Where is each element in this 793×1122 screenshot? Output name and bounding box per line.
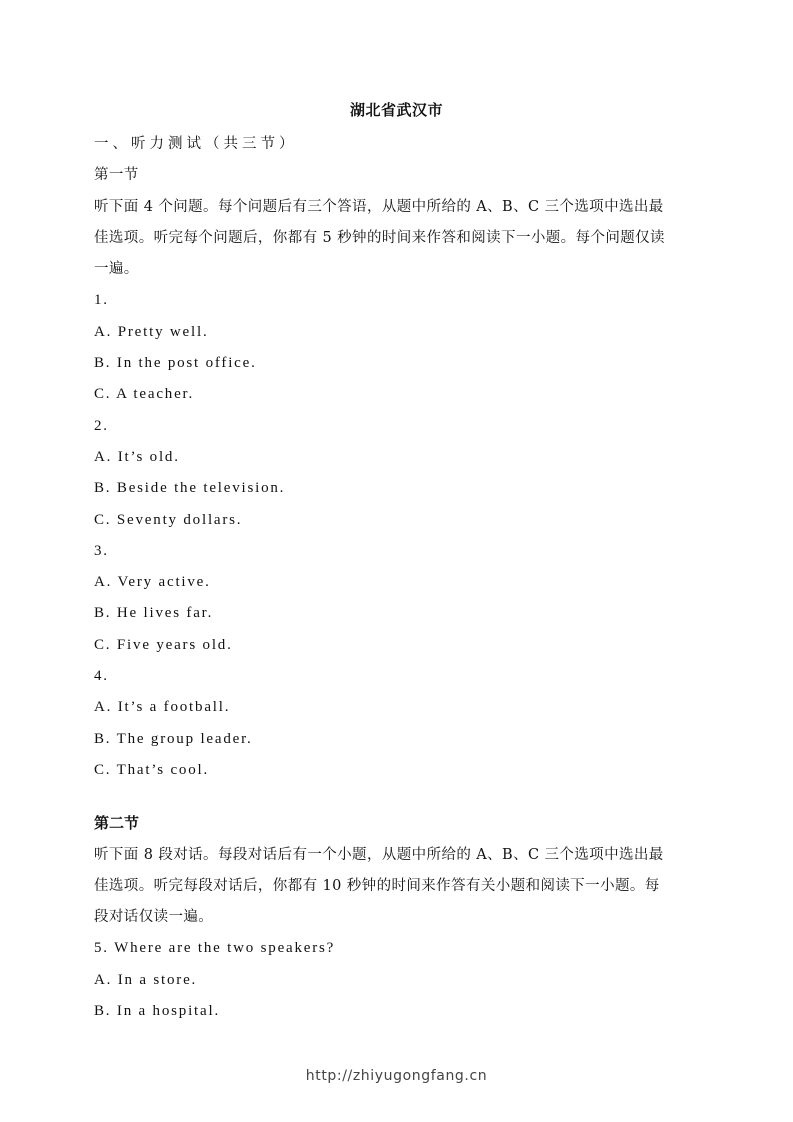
answer-option: A. It’s a football. — [94, 699, 231, 716]
instruction-line: 佳选项。听完每个问题后，你都有 5 秒钟的时间来作答和阅读下一小题。每个问题仅读 — [94, 229, 665, 246]
instruction-line: 听下面 4 个问题。每个问题后有三个答语，从题中所给的 A、B、C 三个选项中选出最 — [94, 198, 664, 215]
part-heading: 第二节 — [94, 814, 140, 833]
answer-option: C. That’s cool. — [94, 761, 210, 778]
section-spacer — [94, 786, 714, 808]
answer-option: B. In a hospital. — [94, 1003, 221, 1020]
answer-option: A. It’s old. — [94, 448, 180, 465]
instruction-line: 一遍。 — [94, 261, 139, 278]
answer-option: B. In the post office. — [94, 355, 257, 372]
instruction-line: 听下面 8 段对话。每段对话后有一个小题，从题中所给的 A、B、C 三个选项中选出最 — [94, 846, 664, 863]
answer-option: B. He lives far. — [94, 605, 214, 622]
part-heading: 第一节 — [94, 167, 139, 184]
answer-option: B. Beside the television. — [94, 480, 286, 497]
document-body — [94, 129, 714, 1027]
answer-option: A. Very active. — [94, 574, 211, 591]
answer-option: A. In a store. — [94, 971, 198, 988]
answer-option: A. Pretty well. — [94, 323, 209, 340]
footer-url: http://zhiyugongfang.cn — [305, 1068, 488, 1084]
section-heading: 一、听力测试（共三节） — [94, 136, 298, 152]
question-number: 1. — [94, 292, 109, 309]
question-number: 4. — [94, 668, 109, 685]
answer-option: C. A teacher. — [94, 386, 195, 403]
answer-option: C. Seventy dollars. — [94, 511, 243, 528]
instruction-line: 佳选项。听完每段对话后，你都有 10 秒钟的时间来作答有关小题和阅读下一小题。每 — [94, 877, 660, 894]
question-number: 3. — [94, 542, 109, 559]
answer-option: B. The group leader. — [94, 730, 253, 747]
question-number: 2. — [94, 417, 109, 434]
document-title: 湖北省武汉市 — [349, 101, 443, 119]
instruction-line: 段对话仅读一遍。 — [94, 909, 214, 926]
answer-option: C. Five years old. — [94, 636, 233, 653]
question-stem: 5. Where are the two speakers? — [94, 940, 336, 957]
